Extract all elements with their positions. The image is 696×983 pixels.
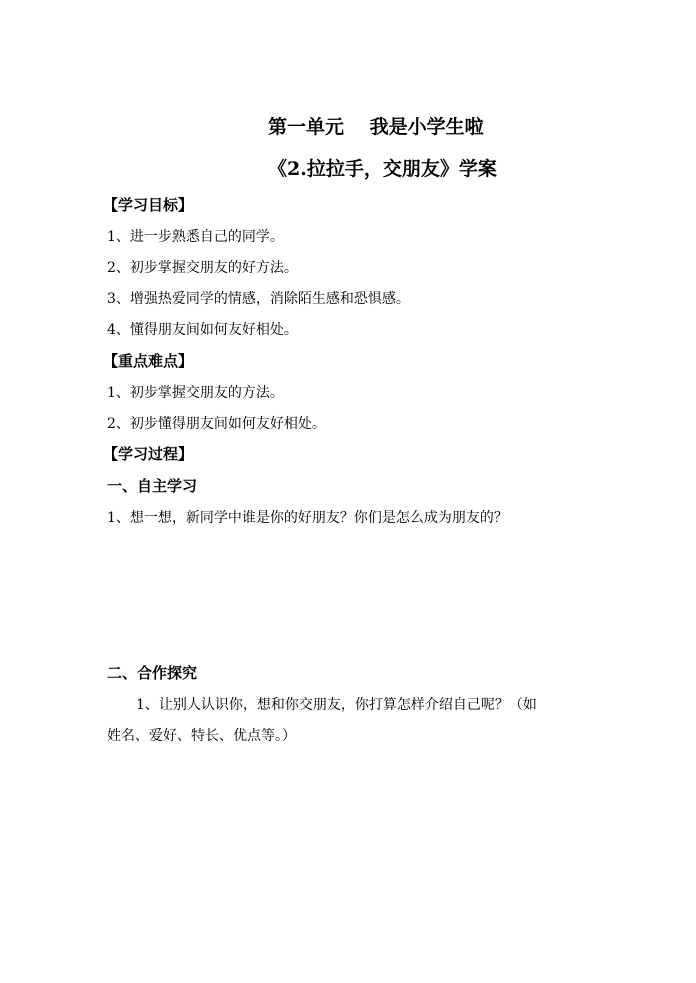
cooperative-question-line1: 1、让别人认识你，想和你交朋友，你打算怎样介绍自己呢？（如 [136, 697, 537, 713]
goal-item: 3、增强热爱同学的情感，消除陌生感和恐惧感。 [107, 291, 410, 307]
lesson-title: 《2.拉拉手，交朋友》学案 [268, 158, 497, 180]
goal-item: 2、初步掌握交朋友的好方法。 [107, 260, 298, 276]
self-study-question: 1、想一想，新同学中谁是你的好朋友？你们是怎么成为朋友的？ [107, 510, 508, 526]
learning-process-heading: 【学习过程】 [103, 445, 194, 463]
cooperative-question-line2: 姓名、爱好、特长、优点等。） [107, 728, 296, 744]
goal-item: 1、进一步熟悉自己的同学。 [107, 229, 284, 245]
cooperative-inquiry-heading: 二、合作探究 [107, 664, 198, 682]
key-point-item: 2、初步懂得朋友间如何友好相处。 [107, 416, 326, 432]
self-study-heading: 一、自主学习 [107, 477, 198, 495]
goal-item: 4、懂得朋友间如何友好相处。 [107, 322, 298, 338]
unit-title: 第一单元 我是小学生啦 [268, 116, 484, 138]
learning-goals-heading: 【学习目标】 [103, 196, 194, 214]
key-points-heading: 【重点难点】 [103, 352, 194, 370]
key-point-item: 1、初步掌握交朋友的方法。 [107, 385, 284, 401]
